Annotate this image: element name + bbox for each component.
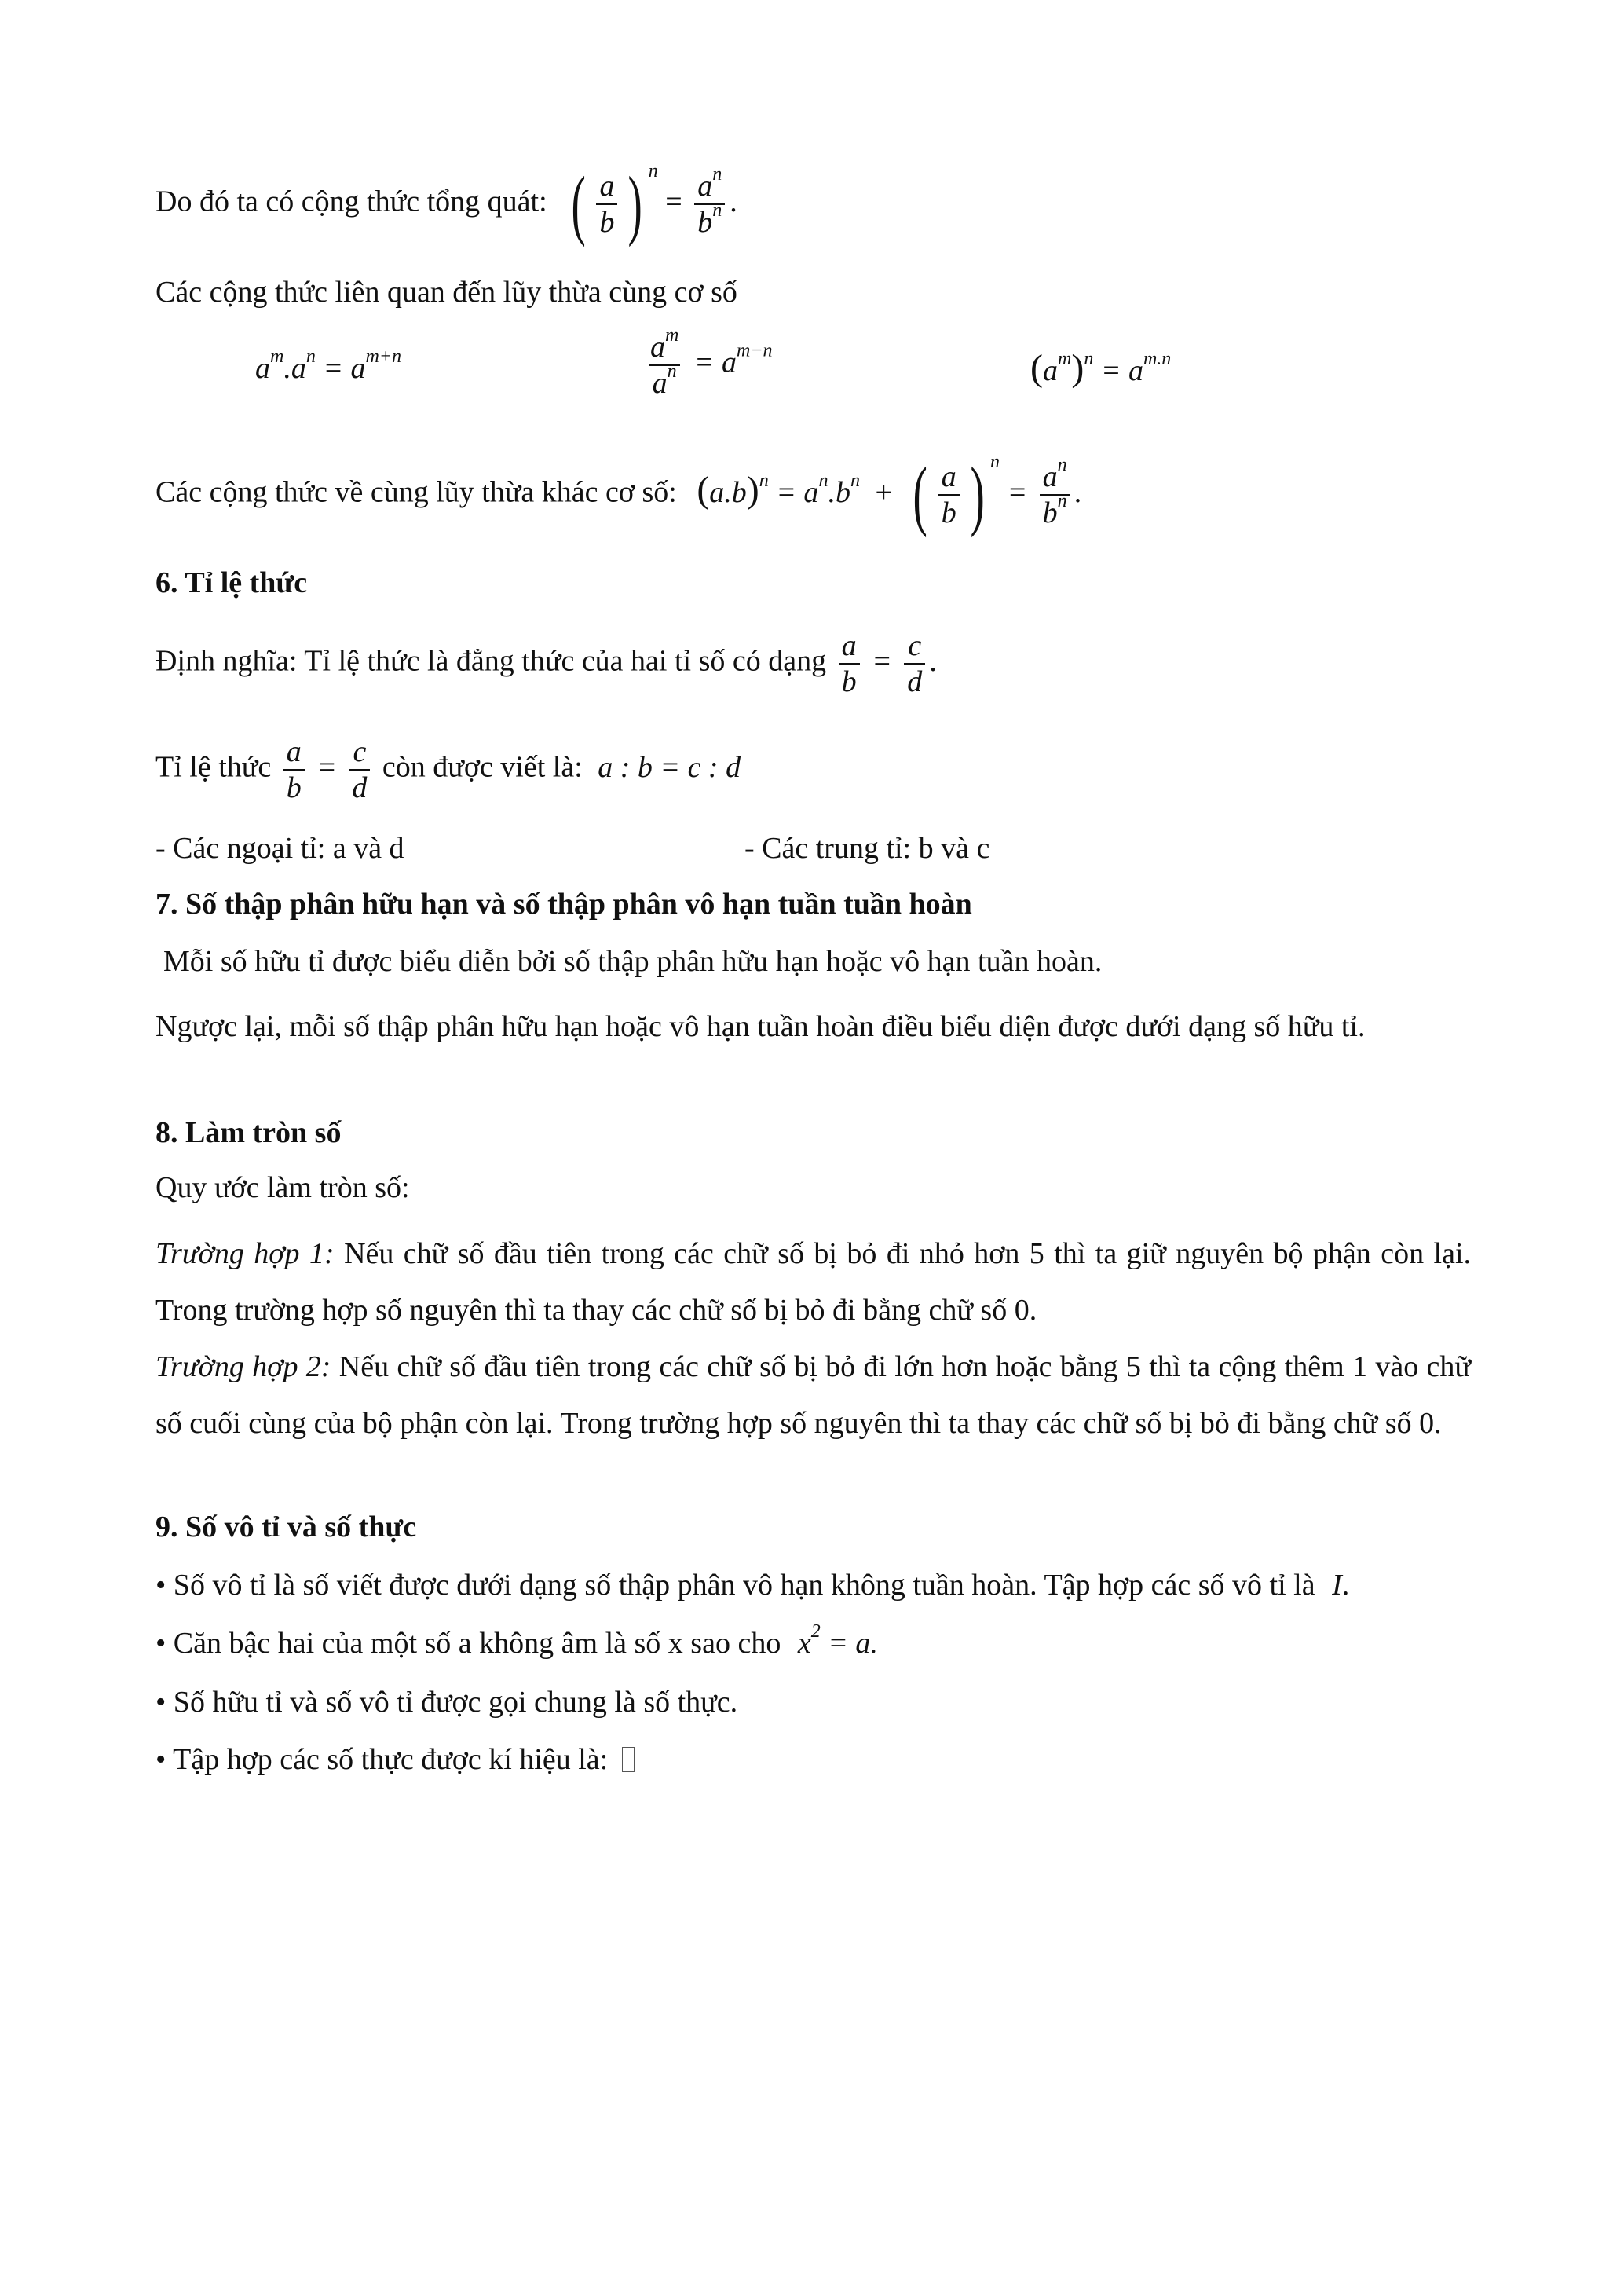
heading-section-7: 7. Số thập phân hữu hạn và số thập phân vô hạn tuần tuần hoàn [155,888,972,921]
formula-colon-notation: a : b = c : d [598,750,741,784]
text-same-base-formulas: Các cộng thức liên quan đến lũy thừa cùng cơ số [155,276,737,309]
bullet-irrational: • Số vô tỉ là số viết được dưới dạng số thập phân vô hạn không tuần hoàn. Tập hợp các số vô tỉ là I. [155,1569,1350,1602]
text-definition: Định nghĩa: Tỉ lệ thức là đẳng thức của hai tỉ số có dạng [155,644,827,678]
bullet-square-root [155,1621,878,1662]
definition-line [155,628,938,699]
text-proportion: Tỉ lệ thức [155,750,272,784]
formula-proportion-inline: $\frac{a}{b}$ = $\frac{c}{d}$ [279,751,382,784]
formula-quotient-same-base: $\frac{a^m}{a^n}$ = $a^{m-n}$ [650,325,773,400]
text-case-1: Nếu chữ số đầu tiên trong các chữ số bị bỏ đi nhỏ hơn 5 thì ta giữ nguyên bộ phận còn lại. Trong trường hợp số nguyên thì ta thay các chữ số bị bỏ đi bằng chữ số 0. [155,1237,1472,1327]
real-numbers-symbol-icon [622,1747,635,1772]
text-also-written: còn được viết là: [382,750,583,784]
text-section-7-para-2: Ngược lại, mỗi số thập phân hữu hạn hoặc vô hạn tuần hoàn điều biểu diện được dưới dạng số hữu tỉ. [155,1010,1366,1043]
text-section-7-para-1: Mỗi số hữu tỉ được biểu diễn bởi số thập phân hữu hạn hoặc vô hạn tuần hoàn. [163,945,1103,978]
heading-section-8: 8. Làm tròn số [155,1116,342,1149]
formula-product-power: $(a.b)^n = a^n.b^n$ [697,468,860,511]
formula-product-same-base: $a^m.a^n = a^{m+n}$ [255,346,402,385]
proportion-notation-line [155,734,741,805]
formula-proportion: $\frac{a}{b}$ = $\frac{c}{d}$ . [834,645,938,678]
text-general-formula: Do đó ta có cộng thức tổng quát: [155,185,547,218]
formula-power-of-power: $(a^m)^n = a^{m.n}$ [1030,347,1172,389]
label-case-1: Trường hợp 1: [155,1237,335,1270]
heading-section-9: 9. Số vô tỉ và số thực [155,1511,417,1543]
formula-square-root: $x^2 = a$. [797,1621,878,1660]
text-irrational-def: • Số vô tỉ là số viết được dưới dạng số thập phân vô hạn không tuần hoàn. Tập hợp các số vô tỉ là [155,1569,1315,1602]
formula-power-of-quotient: ( $\frac{a}{b}$ ) $^n$ = $\frac{a^n}{b^n}$ . [571,160,737,247]
text-rounding-convention: Quy ước làm tròn số: [155,1171,410,1204]
text-inner-terms: - Các trung tỉ: b và c [744,832,990,865]
text-outer-terms: - Các ngoại tỉ: a và d [155,832,404,865]
symbol-irrational-set: I [1332,1569,1342,1602]
heading-section-6: 6. Tỉ lệ thức [155,566,308,599]
different-base-formulas-line: Các cộng thức về cùng lũy thừa khác cơ số: $(a.b)^n = a^n.b^n$ + ( $\frac{a}{b}$ ) $^n$ = $\frac{a^n}{b^n}$ . [155,451,1083,538]
bullet-real-numbers: • Số hữu tỉ và số vô tỉ được gọi chung là số thực. [155,1686,738,1719]
general-formula-line [155,160,737,247]
label-case-2: Trường hợp 2: [155,1350,331,1383]
text-different-base: Các cộng thức về cùng lũy thừa khác cơ số: [155,475,677,509]
formula-quotient-power: ( $\frac{a}{b}$ ) $^n$ = $\frac{a^n}{b^n}$ . [913,451,1083,538]
text-real-set-symbol: • Tập hợp các số thực được kí hiệu là: [155,1743,609,1776]
text-square-root-def: • Căn bậc hai của một số a không âm là số x sao cho [155,1627,781,1660]
rounding-case-1 [155,1225,1471,1338]
text-case-2: Nếu chữ số đầu tiên trong các chữ số bị bỏ đi lớn hơn hoặc bằng 5 thì ta cộng thêm 1 vào chữ số cuối cùng của bộ phận còn lại. Trong trường hợp số nguyên thì ta thay các chữ số bị bỏ đi bằng chữ số 0. [155,1350,1471,1440]
rounding-case-2 [155,1338,1471,1452]
bullet-real-set-symbol [155,1741,635,1778]
